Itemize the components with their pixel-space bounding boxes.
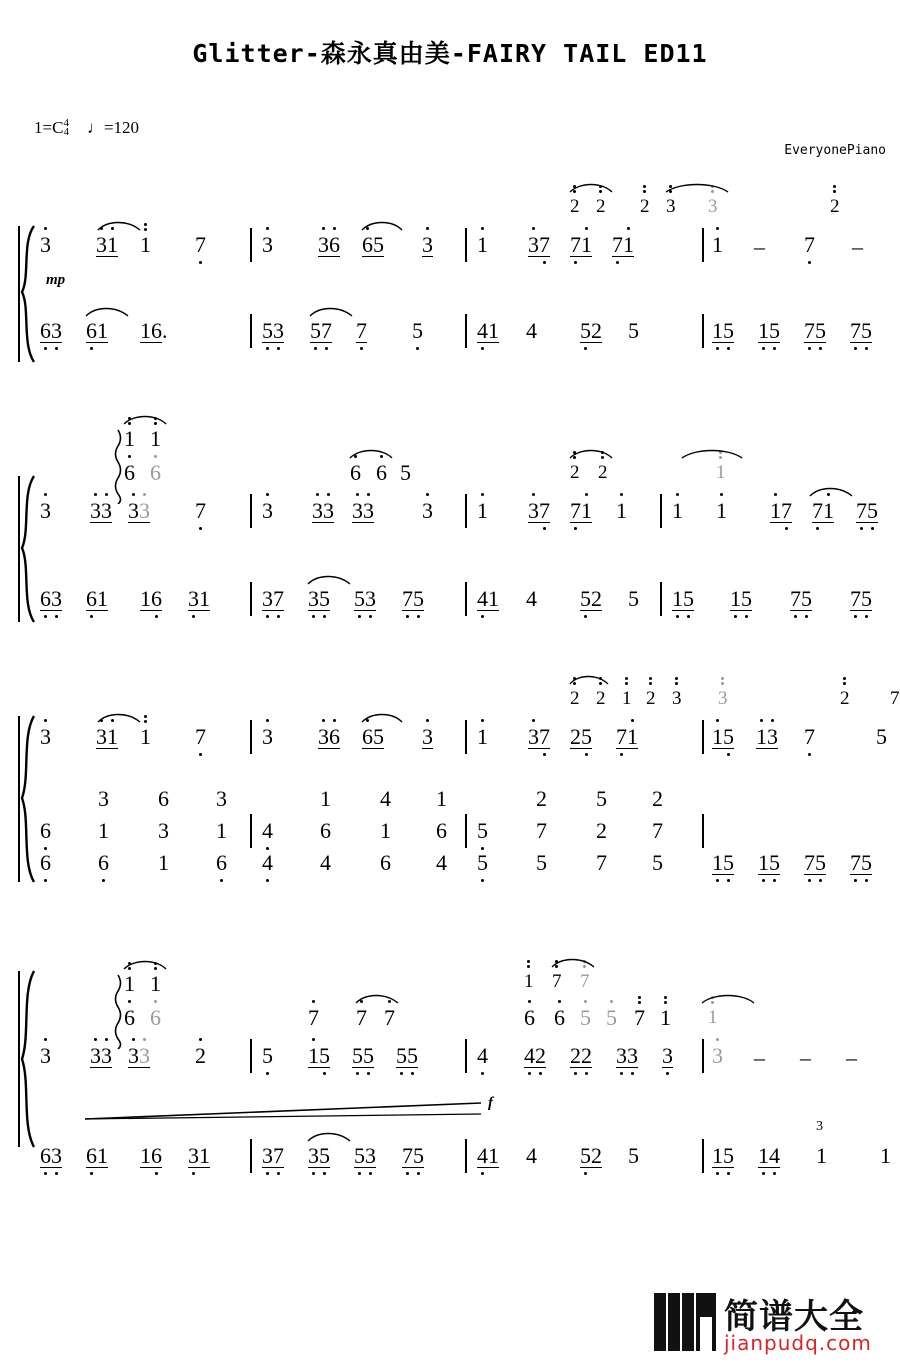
grand-staff-brace	[16, 474, 38, 624]
publisher-credit: EveryonePiano	[784, 143, 886, 158]
piano-keys-icon	[654, 1293, 716, 1356]
time-signature: 4 4	[63, 117, 69, 138]
dynamic-mp: mp	[46, 272, 66, 288]
system-1-right-hand: 3 31 1 7 3 36 65 3 1 37 71 71 1 – 7 – 2 2 2 3 3 2	[40, 234, 900, 274]
system-3-right-hand: 3 31 1 7 3 36 65 3 1 37 25 71 2 2 1 2 3 3 15 13 7 2 7 5	[40, 726, 900, 766]
system-4-left-hand: 63 61 16 31 37 35 53 75 41 4 52 5 15 14 1 1 3	[40, 1145, 900, 1185]
system-2-right-hand: 3 33 33 7 1 1 6 6 3 33 33 3 6 6 5 1 37 71 1 2 2 1 1 1 17 71 75	[40, 500, 900, 540]
system-4-right-hand: 3 33 33 2 1 1 6 6 5 15 55 55 7 7 7 4 42 22 33 6 6 5 5 7 1 1 7 7 3 3 – – – 1	[40, 1045, 900, 1085]
system-2	[0, 426, 900, 640]
logo-chinese-text: 简谱大全	[724, 1297, 864, 1337]
system-1	[0, 196, 900, 380]
system-4	[0, 955, 900, 1168]
system-3	[0, 688, 900, 900]
site-logo	[654, 1289, 884, 1355]
grand-staff-brace	[16, 714, 38, 884]
key-and-tempo-marking	[34, 118, 139, 138]
grand-staff-brace	[16, 969, 38, 1149]
crescendo-hairpin	[85, 1100, 485, 1127]
tempo-value: =120	[103, 118, 140, 137]
tempo-note-icon: ♩	[86, 118, 104, 137]
key-signature: 1=C	[34, 118, 64, 137]
system-1-left-hand: 63 61 16. 53 57 7 5 41 4 52 5 15 15 75 75	[40, 320, 900, 360]
page-title: Glitter-森永真由美-FAIRY TAIL ED11	[192, 39, 708, 68]
logo-website-text: jianpudq.com	[724, 1331, 872, 1355]
grand-staff-brace	[16, 224, 38, 364]
system-2-left-hand: 63 61 16 31 37 35 53 75 41 4 52 5 15 15 75 75	[40, 588, 900, 628]
system-3-left-hand: 3 6 3 6 1 3 1 6 6 1 6 1 4 1 4 6 1 6 4 4 6 4 2 5 2 5 7 2 7 5 5 7 5 15 15 75 75	[40, 786, 872, 875]
fingering-number: 3	[816, 1119, 823, 1134]
dynamic-f: f	[488, 1095, 493, 1111]
